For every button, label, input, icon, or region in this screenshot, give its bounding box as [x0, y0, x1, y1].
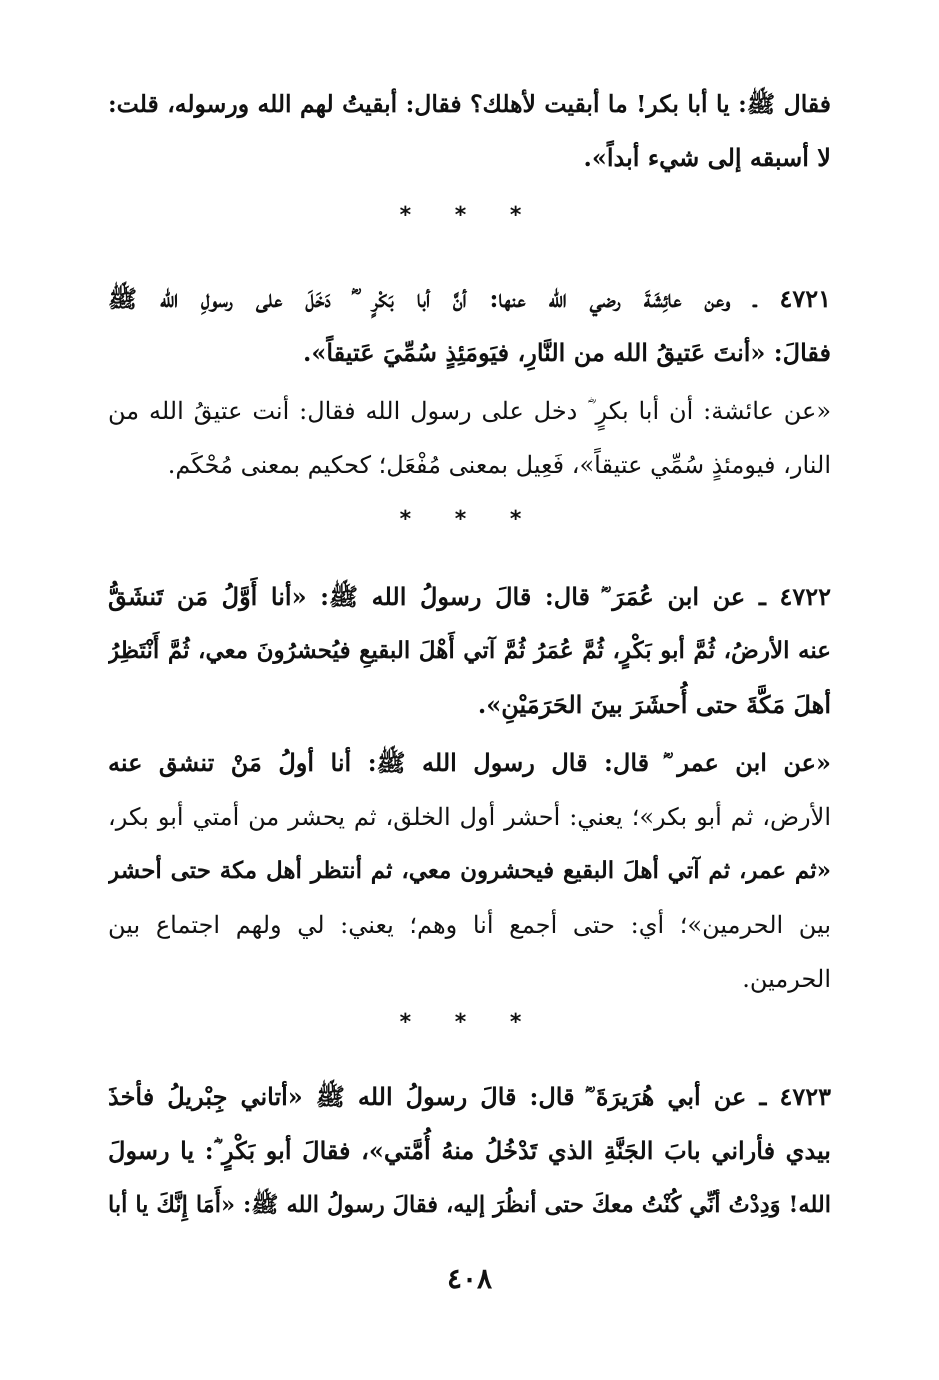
text-line: ٤٧٢٣ ـ عن أبي هُرَيرَةَ ؓ قال: قالَ رسولُ الله ﷺ «أتاني جِبْريلُ فأخذَ [108, 1082, 831, 1111]
section-separator: * * * [399, 1010, 540, 1035]
text-line: «عن ابن عمر ؓ قال: قال رسول الله ﷺ: أنا أولُ مَنْ تنشق عنه [108, 748, 831, 777]
hadith-4721 [108, 272, 831, 380]
text-line: لا أسبقه إلى شيء أبداً». [583, 143, 831, 172]
text-line: «عن عائشة: أن أبا بكرٍ ؓ دخل على رسول الله فقال: أنت عتيقُ الله من [108, 397, 831, 425]
text-line: الله! وَدِدْتُ أنِّي كُنْتُ معكَ حتى أنظُرَ إليه، فقالَ رسولُ الله ﷺ: «أَمَا إِنَّكَ يا أبا [108, 1192, 831, 1218]
commentary-4721 [108, 384, 831, 492]
page-number: ٤٠٨ [446, 1262, 493, 1295]
hadith-4722 [108, 570, 831, 732]
text-line: بيدي فأراني بابَ الجَنَّةِ الذي تَدْخُلُ منهُ أُمَّتي»، فقالَ أبو بَكْرٍ ؓ: يا رسولَ [108, 1136, 831, 1165]
text-line: الأرض، ثم أبو بكر»؛ يعني: أحشر أول الخلق، ثم يحشر من أمتي أبو بكر، [108, 803, 831, 831]
text-line: النار، فيومئذٍ سُمِّي عتيقاً»، فَعِيل بمعنى مُفْعَل؛ كحكيم بمعنى مُحْكَم. [167, 451, 831, 479]
text-line: الحرمين. [742, 965, 831, 993]
text-line: ٤٧٢٢ ـ عن ابن عُمَرَ ؓ قال: قالَ رسولُ الله ﷺ: «أنا أَوَّلُ مَن تَنشَقُّ [108, 582, 831, 611]
text-line: فقال ﷺ: يا أبا بكر! ما أبقيت لأهلك؟ فقال: أبقيتُ لهم الله ورسوله، قلت: [108, 90, 831, 118]
text-line: أهلَ مَكَّةَ حتى أُحشَرَ بينَ الحَرَمَيْنِ». [477, 690, 831, 719]
text-line: عنه الأرضُ، ثُمَّ أبو بَكْرٍ، ثُمَّ عُمَرُ ثُمَّ آتي أَهْلَ البقيعِ فيُحشرُونَ معي، ثُمَّ أَنْتَظِرُ [108, 637, 831, 664]
hadith-continuation [108, 77, 831, 185]
text-line: «ثم عمر، ثم آتي أهلَ البقيع فيحشرون معي، ثم أنتظر أهل مكة حتى أحشر [108, 857, 831, 884]
commentary-4722 [108, 736, 831, 1006]
section-separator: * * * [399, 507, 540, 532]
section-separator: * * * [399, 203, 540, 228]
text-line: ٤٧٢١ ـ وعن عائِشَةَ رضي الله عنها: أنَّ أبا بَكْرٍ ؓ دَخَلَ على رسولِ الله ﷺ [108, 284, 831, 313]
text-line: فقالَ: «أنتَ عَتيقُ الله من النَّارِ، فيَومَئِذٍ سُمِّيَ عَتيقاً». [303, 338, 831, 367]
text-line: بين الحرمين»؛ أي: حتى أجمع أنا وهم؛ يعني: لي ولهم اجتماع بين [108, 911, 831, 939]
hadith-4723 [108, 1070, 831, 1232]
